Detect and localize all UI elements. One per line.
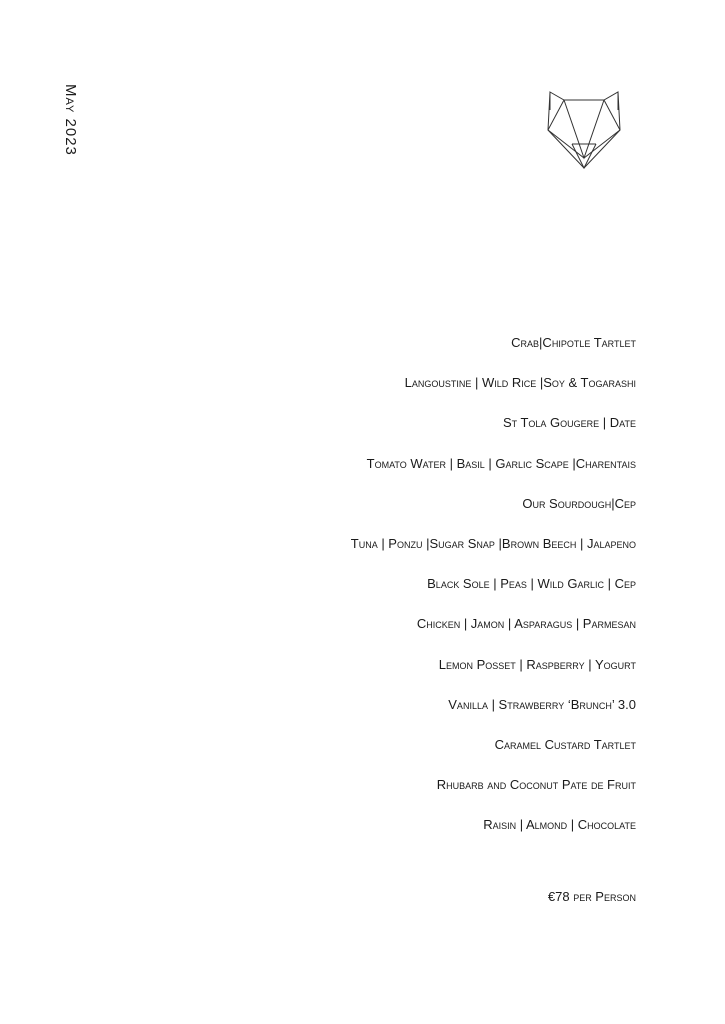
menu-item: Rhubarb and Coconut Pate de Fruit — [436, 777, 636, 793]
menu-item: Caramel Custard Tartlet — [494, 736, 636, 752]
menu-item: Raisin | Almond | Chocolate — [483, 817, 636, 833]
menu-item: Lemon Posset | Raspberry | Yogurt — [438, 656, 636, 672]
menu-item: Crab|Chipotle Tartlet — [511, 335, 636, 350]
menu-date: May 2023 — [62, 84, 79, 156]
tasting-menu — [176, 334, 636, 856]
menu-item: Tuna | Ponzu |Sugar Snap |Brown Beech | Jalapeno — [350, 535, 636, 551]
menu-item: Langoustine | Wild Rice |Soy & Togarashi — [404, 375, 636, 391]
geometric-fox-head-icon — [540, 86, 628, 172]
menu-item: Our Sourdough|Cep — [522, 495, 636, 511]
menu-price: €78 per Person — [547, 889, 636, 904]
menu-item: Chicken | Jamon | Asparagus | Parmesan — [416, 616, 636, 632]
menu-item: Black Sole | Peas | Wild Garlic | Cep — [427, 576, 636, 592]
menu-item: St Tola Gougere | Date — [502, 415, 636, 431]
menu-item: Tomato Water | Basil | Garlic Scape |Charentais — [366, 455, 636, 471]
menu-item: Vanilla | Strawberry ‘Brunch’ 3.0 — [448, 696, 636, 712]
